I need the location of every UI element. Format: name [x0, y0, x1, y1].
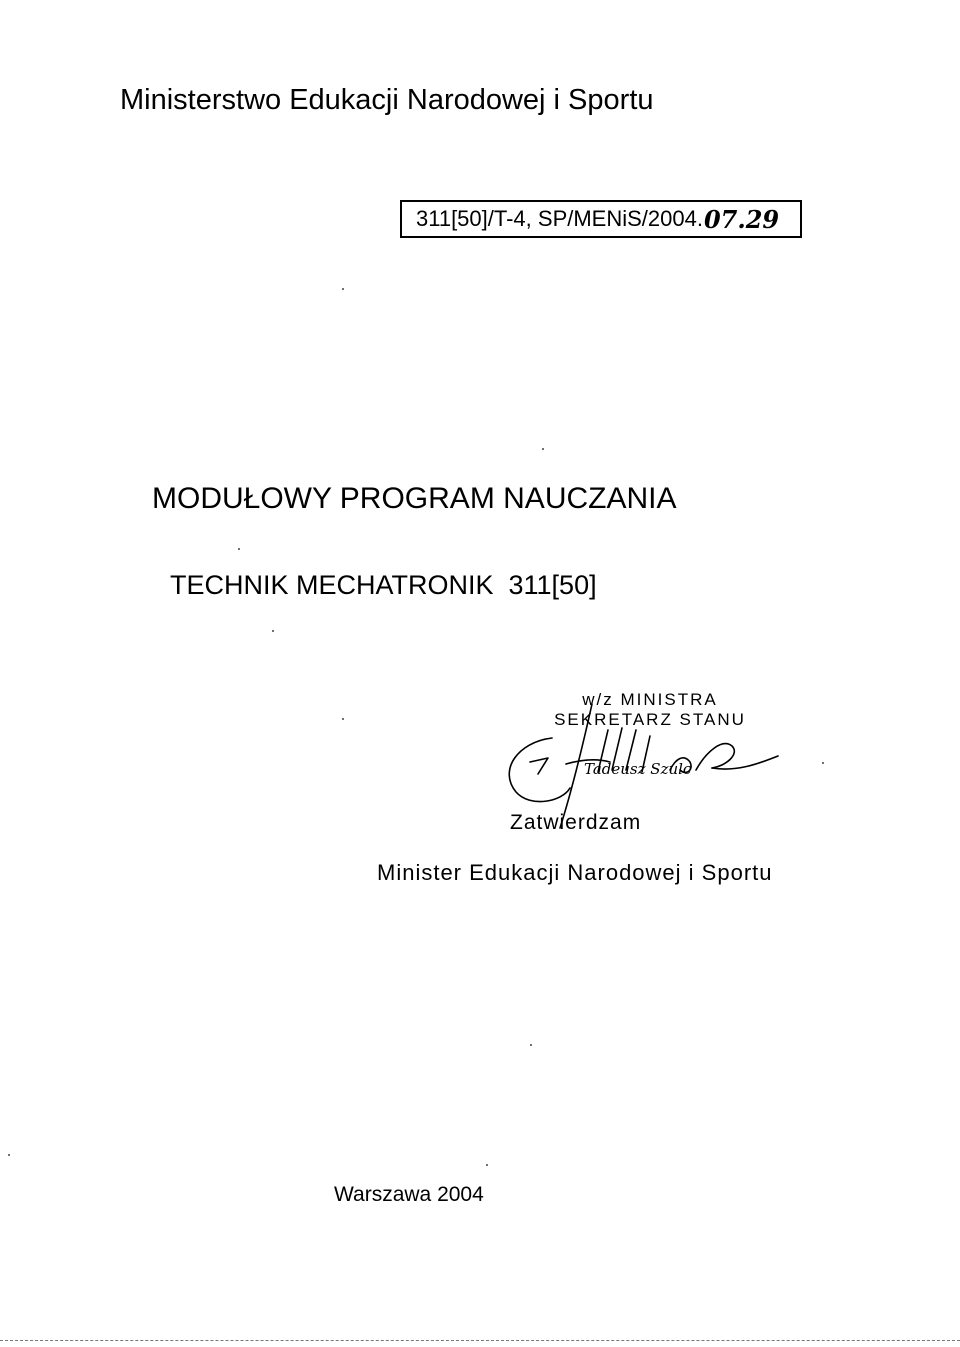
handwritten-date: 07.29 [703, 204, 780, 234]
reference-number: 311[50]/T-4, SP/MENiS/2004. [416, 206, 703, 231]
scan-edge-line [0, 1340, 960, 1341]
scan-speck [342, 288, 344, 290]
scan-speck [342, 718, 344, 720]
signatory-name: Tadeusz Szulc [584, 760, 692, 778]
approval-text: Zatwierdzam [510, 811, 642, 834]
scan-speck [272, 630, 274, 632]
scan-speck [238, 548, 240, 550]
scan-speck [8, 1154, 10, 1156]
scan-speck [486, 1164, 488, 1166]
profession-title: TECHNIK MECHATRONIK 311[50] [170, 570, 597, 600]
scan-speck [822, 762, 824, 764]
minister-title: Minister Edukacji Narodowej i Sportu [377, 860, 773, 885]
stamp-line-2: SEKRETARZ STANU [554, 710, 746, 729]
scan-speck [530, 1044, 532, 1046]
place-and-year: Warszawa 2004 [334, 1183, 484, 1206]
stamp-line-1: w/z MINISTRA [582, 690, 718, 709]
scan-speck [542, 448, 544, 450]
program-title: MODUŁOWY PROGRAM NAUCZANIA [152, 482, 677, 515]
reference-number-box [400, 200, 802, 238]
ministry-header: Ministerstwo Edukacji Narodowej i Sportu [120, 84, 654, 116]
